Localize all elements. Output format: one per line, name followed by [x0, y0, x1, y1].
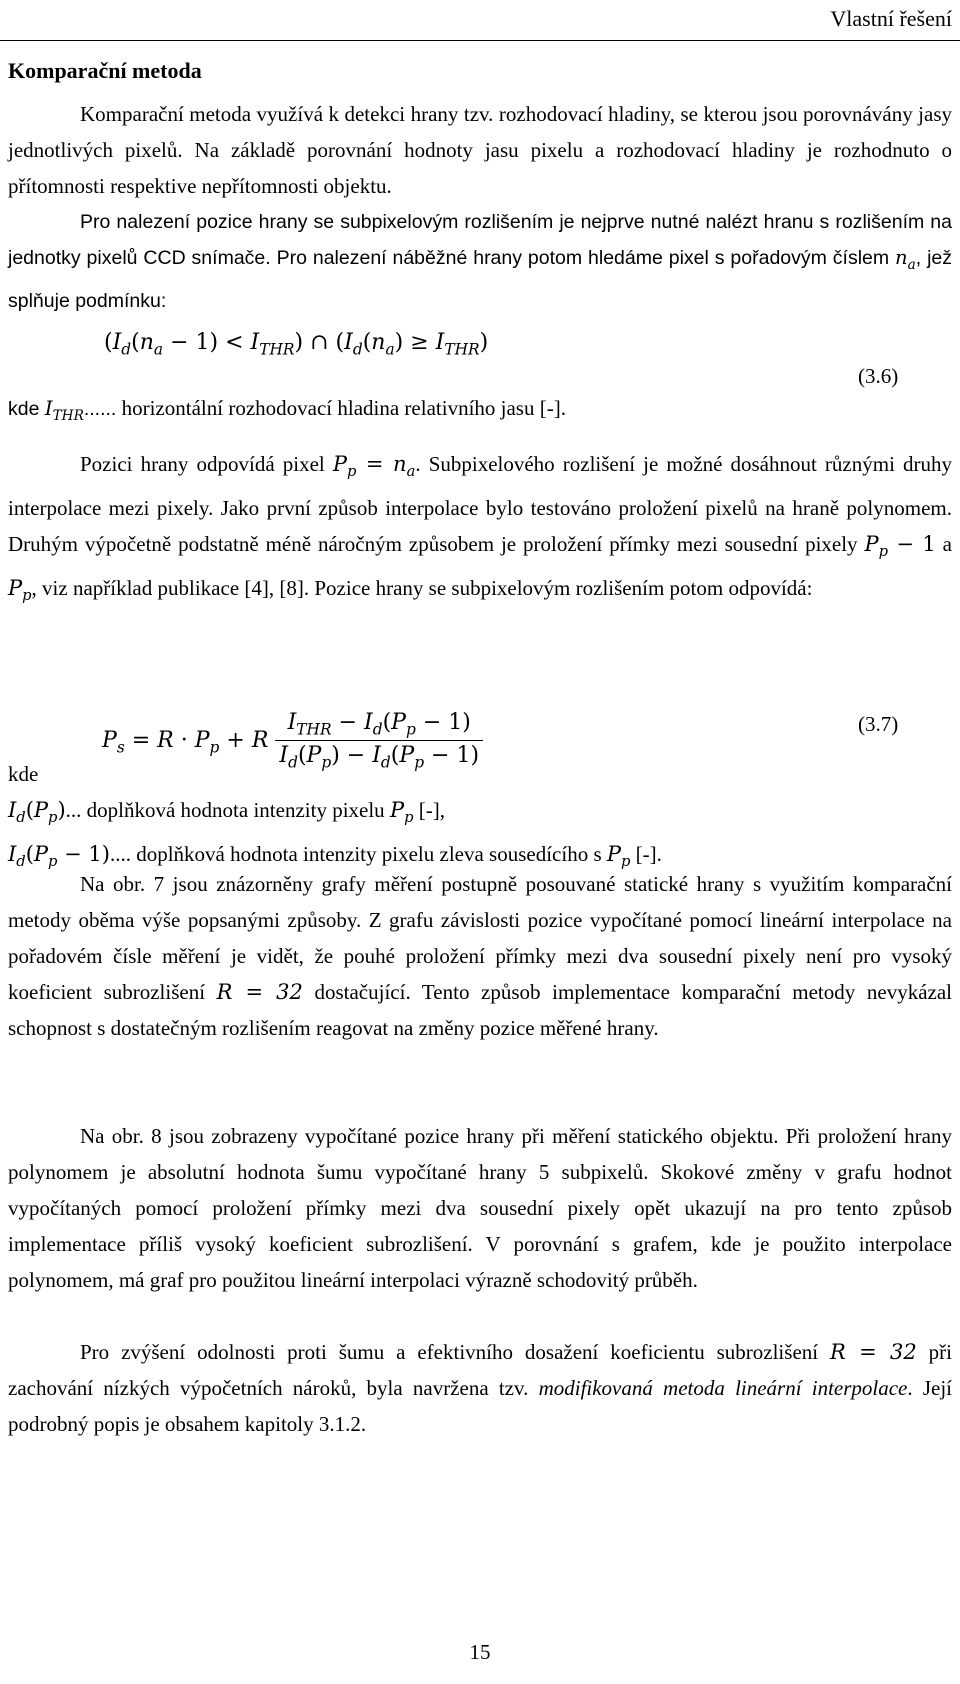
paragraph-5: Na obr. 8 jsou zobrazeny vypočítané pozice hrany při měření statického objektu. Při proložení hrany polynomem je absolutní hodnota šumu vypočítané hrany 5 subpixelů. Skokové změny v grafu hodnot vypočítaných pomocí proložení přímky mezi dva sousední pixely opět ukazují na pro tento způsob implementace příliš vysoký koeficient subrozlišení. V porovnání s grafem, kde je použito interpolace polynomem, má graf pro použitou lineární interpolaci výrazně schodovitý průběh.: [8, 1124, 952, 1292]
var-n-a: $n_a$: [895, 246, 916, 273]
r-equals-32-b: R = 32: [830, 1340, 917, 1364]
definition-ithr: kde $I_{THR}$...... horizontální rozhodovací hladina relativního jasu [-].: [8, 396, 566, 424]
definition-id-pp-minus-1: $I_d(P_p - 1)$.... doplňková hodnota intenzity pixelu zleva sousedícího s $P_p$ [-].: [8, 842, 662, 871]
equation-3-6: $(I_d(n_a - 1) < I_{THR})$ ∩ $(I_d(n_a) \ge I_{THR})$: [104, 330, 489, 359]
equation-3-7-number: (3.7): [858, 712, 899, 736]
paragraph-4: Na obr. 7 jsou znázorněny grafy měření postupně posouvané statické hrany s využitím komparační metody oběma výše popsanými způsoby. Z grafu závislosti pozice vypočítané pomocí lineární interpolace na pořadovém čísle měření je vidět, že pouhé proložení přímky mezi dva sousední pixely není pro vysoký koeficient subrozlišení R = 32 dostačující. Tento způsob implementace komparační metody nevykázal schopnost s dostatečným rozlišením reagovat na změny pozice měřené hrany.: [8, 872, 952, 1040]
definitions-list: [8, 756, 952, 880]
paragraph-1-text: Komparační metoda využívá k detekci hrany tzv. rozhodovací hladiny, se kterou jsou porovnávány jasy jednotlivých pixelů. Na základě porovnání hodnoty jasu pixelu a rozhodovací hladiny je rozhodnuto o přítomnosti respektive nepřítomnosti objektu.: [8, 102, 952, 198]
page-number: 15: [469, 1640, 491, 1664]
equation-3-7-fraction: $\frac{I_{THR} - I_d(P_p - 1)}{I_d(P_p) - I_d(P_p - 1)}$: [275, 710, 483, 772]
paragraph-2-text-a: Pro nalezení pozice hrany se subpixelovým rozlišením je nejprve nutné nalézt hranu s rozlišením na jednotky pixelů CCD snímače.: [8, 211, 952, 269]
definition-id-pp: $I_d(P_p)$... doplňková hodnota intenzity pixelu $P_p$ [-],: [8, 798, 445, 827]
paragraph-1: [8, 96, 952, 204]
paragraph-2-text-c: , jež splňuje podmínku:: [8, 247, 953, 312]
paragraph-6: Pro zvýšení odolnosti proti šumu a efektivního dosažení koeficientu subrozlišení R = 32 při zachování nízkých výpočetních nároků, byla navržena tzv. modifikovaná metoda lineární interpolace. Její podrobný popis je obsahem kapitoly 3.1.2.: [8, 1340, 953, 1436]
symbol-ithr: $I_{THR}$: [44, 397, 84, 424]
page-header: [0, 0, 960, 41]
definitions-kde: kde: [8, 762, 39, 786]
r-equals-32: R = 32: [216, 980, 303, 1004]
chapter-title: Vlastní řešení: [830, 6, 952, 31]
paragraph-2-text-b: Pro nalezení náběžné hrany potom hledáme pixel s pořadovým číslem: [270, 247, 896, 269]
section-title: Komparační metoda: [8, 58, 202, 83]
method-name-italic: modifikovaná metoda lineární interpolace: [538, 1376, 908, 1400]
equation-3-6-number: (3.6): [858, 364, 899, 388]
pp-equals-na: $P_p = n_a$: [332, 452, 416, 481]
paragraph-2: [8, 204, 952, 319]
equation-3-7: $P_s = R \cdot P_p + R$ $\frac{I_{THR} - I_d(P_p - 1)}{I_d(P_p) - I_d(P_p - 1)}$: [102, 710, 483, 772]
paragraph-3: Pozici hrany odpovídá pixel $P_p = n_a$. Subpixelového rozlišení je možné dosáhnout různými druhy interpolace mezi pixely. Jako první způsob interpolace bylo testováno proložení pixelů na hraně polynomem. Druhým výpočetně podstatně méně náročným způsobem je proložení přímky mezi sousední pixely $P_p - 1$ a $P_p$, viz například publikace [4], [8]. Pozice hrany se subpixelovým rozlišením potom odpovídá:: [8, 452, 952, 605]
